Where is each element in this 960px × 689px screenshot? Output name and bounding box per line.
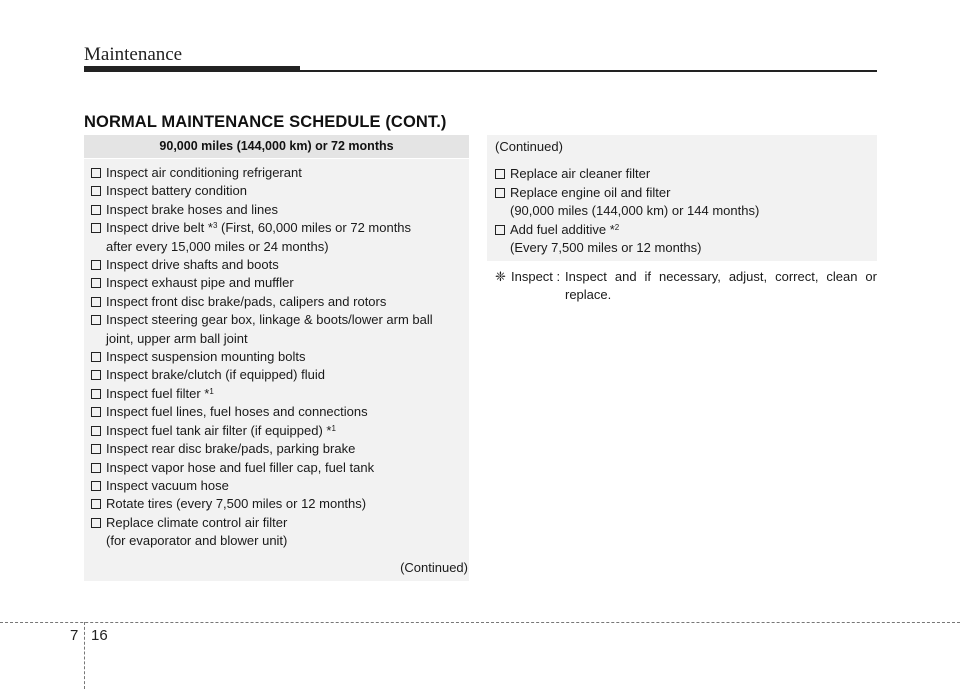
checklist-item — [91, 274, 463, 292]
checkbox-icon — [91, 463, 101, 473]
footnote-marker: 1 — [331, 423, 336, 433]
header-title: Maintenance — [84, 44, 183, 65]
note-label: Inspect : — [511, 269, 561, 284]
chapter-number: 7 — [70, 627, 79, 644]
checklist-item — [91, 293, 463, 311]
checkbox-icon — [91, 168, 101, 178]
checkbox-icon — [91, 499, 101, 509]
checkbox-icon — [91, 315, 101, 325]
checklist-item-text: Inspect drive shafts and boots — [106, 257, 279, 273]
continued-label-left: (Continued) — [400, 560, 468, 575]
checklist-item-continuation: after every 15,000 miles or 24 months) — [106, 238, 329, 254]
checklist-item-text: Inspect fuel filter *$^1$ — [106, 385, 214, 401]
checkbox-icon — [91, 407, 101, 417]
checklist-item — [91, 403, 463, 421]
checklist-item-text: Inspect exhaust pipe and muffler — [106, 275, 294, 291]
checkbox-icon — [91, 278, 101, 288]
checklist-right — [495, 138, 873, 257]
checkbox-icon — [91, 389, 101, 399]
checkbox-icon — [91, 260, 101, 270]
continued-label-right: (Continued) — [495, 139, 563, 154]
checklist-item — [91, 366, 463, 384]
checklist-item — [91, 385, 463, 403]
checklist-item-continuation: (Every 7,500 miles or 12 months) — [510, 240, 702, 256]
checklist-item-text: Add fuel additive *$^2$ — [510, 221, 620, 237]
checklist-item-text: Inspect rear disc brake/pads, parking brake — [106, 441, 356, 457]
page-number: 16 — [91, 627, 108, 644]
checklist-item — [91, 459, 463, 477]
checkbox-icon — [495, 169, 505, 179]
checklist-item — [91, 201, 463, 219]
checklist-item-text: Inspect brake hoses and lines — [106, 201, 278, 217]
checkbox-icon — [91, 352, 101, 362]
checklist-item — [91, 164, 463, 182]
checkbox-icon — [91, 518, 101, 528]
checklist-item — [91, 256, 463, 274]
checklist-item — [91, 348, 463, 366]
checkbox-icon — [91, 223, 101, 233]
checklist-item — [91, 495, 463, 513]
checklist-item-continuation: (90,000 miles (144,000 km) or 144 months) — [510, 203, 760, 219]
checklist-item — [495, 165, 873, 183]
note-text: Inspect and if necessary, adjust, correct, clean or replace. — [565, 269, 877, 303]
checklist-item-text: Inspect front disc brake/pads, calipers and rotors — [106, 293, 387, 309]
note-mark-icon: ❈ — [495, 269, 506, 284]
checklist-item-text: Inspect brake/clutch (if equipped) fluid — [106, 367, 325, 383]
checkbox-icon — [91, 444, 101, 454]
checklist-item-text: Inspect vapor hose and fuel filler cap, fuel tank — [106, 459, 375, 475]
footnote-marker: 1 — [209, 386, 214, 396]
checklist-item-text: Rotate tires (every 7,500 miles or 12 months) — [106, 496, 367, 512]
checklist-item-text: Inspect suspension mounting bolts — [106, 349, 306, 365]
checklist-item — [91, 440, 463, 458]
checkbox-icon — [91, 297, 101, 307]
checklist-item-text: Replace climate control air filter — [106, 514, 288, 530]
checklist-item-continuation: (for evaporator and blower unit) — [106, 533, 288, 549]
checkbox-icon — [91, 186, 101, 196]
checklist-item-text: Inspect drive belt *$^3$ (First, 60,000 miles or 72 months — [106, 220, 412, 236]
checklist-item — [91, 219, 463, 237]
section-title: NORMAL MAINTENANCE SCHEDULE (CONT.) — [84, 113, 447, 131]
checklist-right-items — [495, 165, 873, 257]
checkbox-icon — [91, 426, 101, 436]
checklist-item-text: Inspect fuel lines, fuel hoses and connections — [106, 404, 368, 420]
checklist-item — [91, 514, 463, 532]
checklist-item-text: Inspect battery condition — [106, 183, 247, 199]
header-rule-thick — [84, 66, 300, 72]
checklist-item — [495, 184, 873, 202]
checklist-item-text: Inspect vacuum hose — [106, 477, 229, 493]
checklist-item — [91, 422, 463, 440]
checkbox-icon — [91, 205, 101, 215]
checklist-item-continuation: joint, upper arm ball joint — [106, 330, 248, 346]
checkbox-icon — [495, 225, 505, 235]
footnote-marker: 2 — [614, 222, 620, 232]
checklist-item — [91, 311, 463, 329]
checkbox-icon — [495, 188, 505, 198]
checklist-item-text: Inspect fuel tank air filter (if equipped) *$^1$ — [106, 422, 336, 438]
schedule-interval-heading: 90,000 miles (144,000 km) or 72 months — [84, 135, 469, 159]
checklist-item — [91, 477, 463, 495]
checklist-item-text: Inspect steering gear box, linkage & boots/lower arm ball — [106, 312, 433, 328]
footer-vertical-divider — [84, 622, 85, 689]
footer-divider — [0, 622, 960, 623]
checklist-item-text: Replace air cleaner filter — [510, 166, 651, 182]
footnote-marker: 3 — [212, 221, 218, 231]
header-rule-thin — [300, 70, 877, 72]
checklist-item-text: Replace engine oil and filter — [510, 184, 671, 200]
checklist-item — [91, 182, 463, 200]
checkbox-icon — [91, 481, 101, 491]
checkbox-icon — [91, 370, 101, 380]
checklist-item-text: Inspect air conditioning refrigerant — [106, 165, 302, 180]
checklist-left — [91, 164, 463, 551]
inspect-note — [495, 268, 877, 305]
checklist-item — [495, 221, 873, 239]
